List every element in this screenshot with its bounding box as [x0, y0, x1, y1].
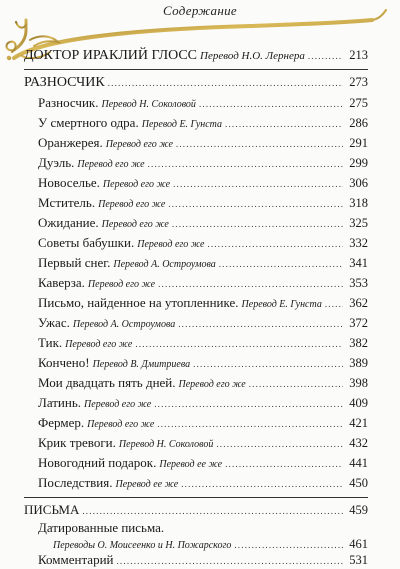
entry-translator: Перевод его же: [98, 199, 166, 210]
toc-entry: [38, 335, 368, 353]
toc-entry: [38, 355, 368, 373]
entry-title: Письмо, найденное на утопленнике.: [38, 295, 239, 310]
entry-translator: Перевод ее же: [159, 459, 223, 470]
page-number: 450: [349, 476, 368, 490]
toc-entry-letters-part: [24, 502, 368, 519]
entry-title: Оранжерея.: [38, 135, 103, 150]
toc-entry: [38, 455, 368, 473]
page-number: 459: [349, 503, 368, 517]
page-number: 421: [349, 416, 368, 430]
section-divider: [24, 69, 368, 70]
toc-entry-commentary: [38, 552, 368, 569]
page-number: 325: [349, 216, 368, 230]
entry-title: Первый снег.: [38, 255, 111, 270]
toc-entry: [38, 215, 368, 233]
page-number: 286: [349, 116, 368, 130]
leader-dots: [135, 336, 343, 352]
page-number: 398: [349, 376, 368, 390]
entry-translator: Перевод Н. Соколовой: [118, 439, 214, 450]
leader-dots: [108, 75, 343, 91]
entry-translator: Перевод его же: [137, 239, 205, 250]
entry-title: Разносчик.: [38, 95, 99, 110]
toc-entry: [38, 175, 368, 193]
entry-translator: Перевод А. Остроумова: [113, 259, 216, 270]
entry-translator: Перевод Н. Соколовой: [101, 99, 196, 110]
entry-title: Дуэль.: [38, 155, 75, 170]
toc-entry-doctor-glossy: [24, 47, 368, 64]
leader-dots: [181, 476, 343, 492]
toc-entry: [38, 295, 368, 313]
entry-title: Крик тревоги.: [38, 435, 116, 450]
leader-dots: [225, 456, 343, 472]
entry-title: Кончено!: [38, 355, 90, 370]
leader-dots: [249, 376, 343, 392]
page-number: 432: [349, 436, 368, 450]
toc-entry-peddler-part: [24, 74, 368, 91]
entry-translator: Перевод его же: [105, 139, 173, 150]
leader-dots: [325, 296, 343, 312]
toc-entry: [38, 95, 368, 113]
leader-dots: [219, 256, 343, 272]
entry-translator: Перевод Е. Гунста: [241, 299, 322, 310]
entry-title: Новогодний подарок.: [38, 455, 157, 470]
entry-title: Новоселье.: [38, 175, 100, 190]
leader-dots: [157, 416, 343, 432]
page-number: 382: [349, 336, 368, 350]
toc-entry: [38, 415, 368, 433]
toc-entry: [38, 255, 368, 273]
toc-entry: [38, 155, 368, 173]
entry-translator: Перевод его же: [101, 219, 169, 230]
entry-translator: Перевод его же: [77, 159, 145, 170]
leader-dots: [193, 356, 343, 372]
leader-dots: [172, 216, 343, 232]
leader-dots: [216, 436, 343, 452]
entry-title: Мститель.: [38, 195, 96, 210]
leader-dots: [148, 156, 343, 172]
entry-title: Тик.: [38, 335, 63, 350]
page-number: 275: [349, 96, 368, 110]
entry-title: Комментарий: [38, 552, 114, 567]
entry-title: ДОКТОР ИРАКЛИЙ ГЛОСС: [24, 48, 198, 63]
page-number: 291: [349, 136, 368, 150]
toc-entry: [38, 275, 368, 293]
entry-translator: Переводы О. Моисеенко и Н. Пожарского: [53, 540, 232, 551]
toc-entry: [38, 475, 368, 493]
entry-translator: Перевод ее же: [115, 479, 179, 490]
entry-translator: Перевод Н.О. Лернера: [200, 50, 305, 62]
page-number: 353: [349, 276, 368, 290]
entry-translator: Перевод его же: [87, 279, 156, 290]
entry-title: Каверза.: [38, 275, 85, 290]
entry-title: Ожидание.: [38, 215, 99, 230]
toc-entry: [38, 435, 368, 453]
page-number: 441: [349, 456, 368, 470]
page-number: 389: [349, 356, 368, 370]
leader-dots: [234, 537, 343, 553]
leader-dots: [154, 396, 343, 412]
leader-dots: [176, 136, 343, 152]
entry-title: Советы бабушки.: [38, 235, 135, 250]
leader-dots: [116, 553, 343, 569]
toc-entry: [38, 395, 368, 413]
page-number: 306: [349, 176, 368, 190]
page-number: 299: [349, 156, 368, 170]
leader-dots: [158, 276, 343, 292]
page-number: 362: [349, 296, 368, 310]
leader-dots: [207, 236, 343, 252]
section-divider: [24, 497, 368, 498]
page-number: 332: [349, 236, 368, 250]
leader-dots: [173, 176, 343, 192]
page-number: 372: [349, 316, 368, 330]
entry-title: Фермер.: [38, 415, 85, 430]
leader-dots: [199, 96, 343, 112]
entry-title: Латинь.: [38, 395, 82, 410]
section-heading: Содержание: [163, 3, 237, 18]
entry-translator: Перевод его же: [102, 179, 171, 190]
page-number: 341: [349, 256, 368, 270]
page-number: 409: [349, 396, 368, 410]
page-number: 273: [349, 75, 368, 89]
entry-translator: Перевод его же: [84, 399, 152, 410]
entry-title: У смертного одра.: [38, 115, 139, 130]
entry-translator: Перевод Е. Гунста: [141, 119, 223, 130]
page-number: 461: [349, 537, 368, 551]
leader-dots: [178, 316, 343, 332]
entry-title: Мои двадцать пять дней.: [38, 375, 176, 390]
letters-subheading: Датированные письма.: [38, 520, 165, 535]
entry-title: Последствия.: [38, 475, 113, 490]
leader-dots: [168, 196, 343, 212]
entry-translator: Перевод его же: [87, 419, 155, 430]
leader-dots: [82, 503, 343, 519]
entry-title: РАЗНОСЧИК: [24, 75, 105, 90]
page-number: 318: [349, 196, 368, 210]
entry-translator: Перевод его же: [178, 379, 246, 390]
toc-entry: [38, 235, 368, 253]
entry-translator: Перевод В. Дмитриева: [92, 359, 191, 370]
page-number: 213: [349, 48, 368, 62]
leader-dots: [225, 116, 343, 132]
entry-translator: Перевод А. Остроумова: [72, 319, 176, 330]
toc-entry: [38, 315, 368, 333]
entry-title: ПИСЬМА: [24, 502, 80, 517]
toc-entry: [38, 195, 368, 213]
entry-translator: Перевод его же: [65, 339, 133, 350]
toc-entry: [38, 375, 368, 393]
page-number: 531: [349, 553, 368, 567]
entry-title: Ужас.: [38, 315, 70, 330]
leader-dots: [308, 48, 343, 64]
toc-entry: [38, 115, 368, 133]
toc-entry: [38, 135, 368, 153]
